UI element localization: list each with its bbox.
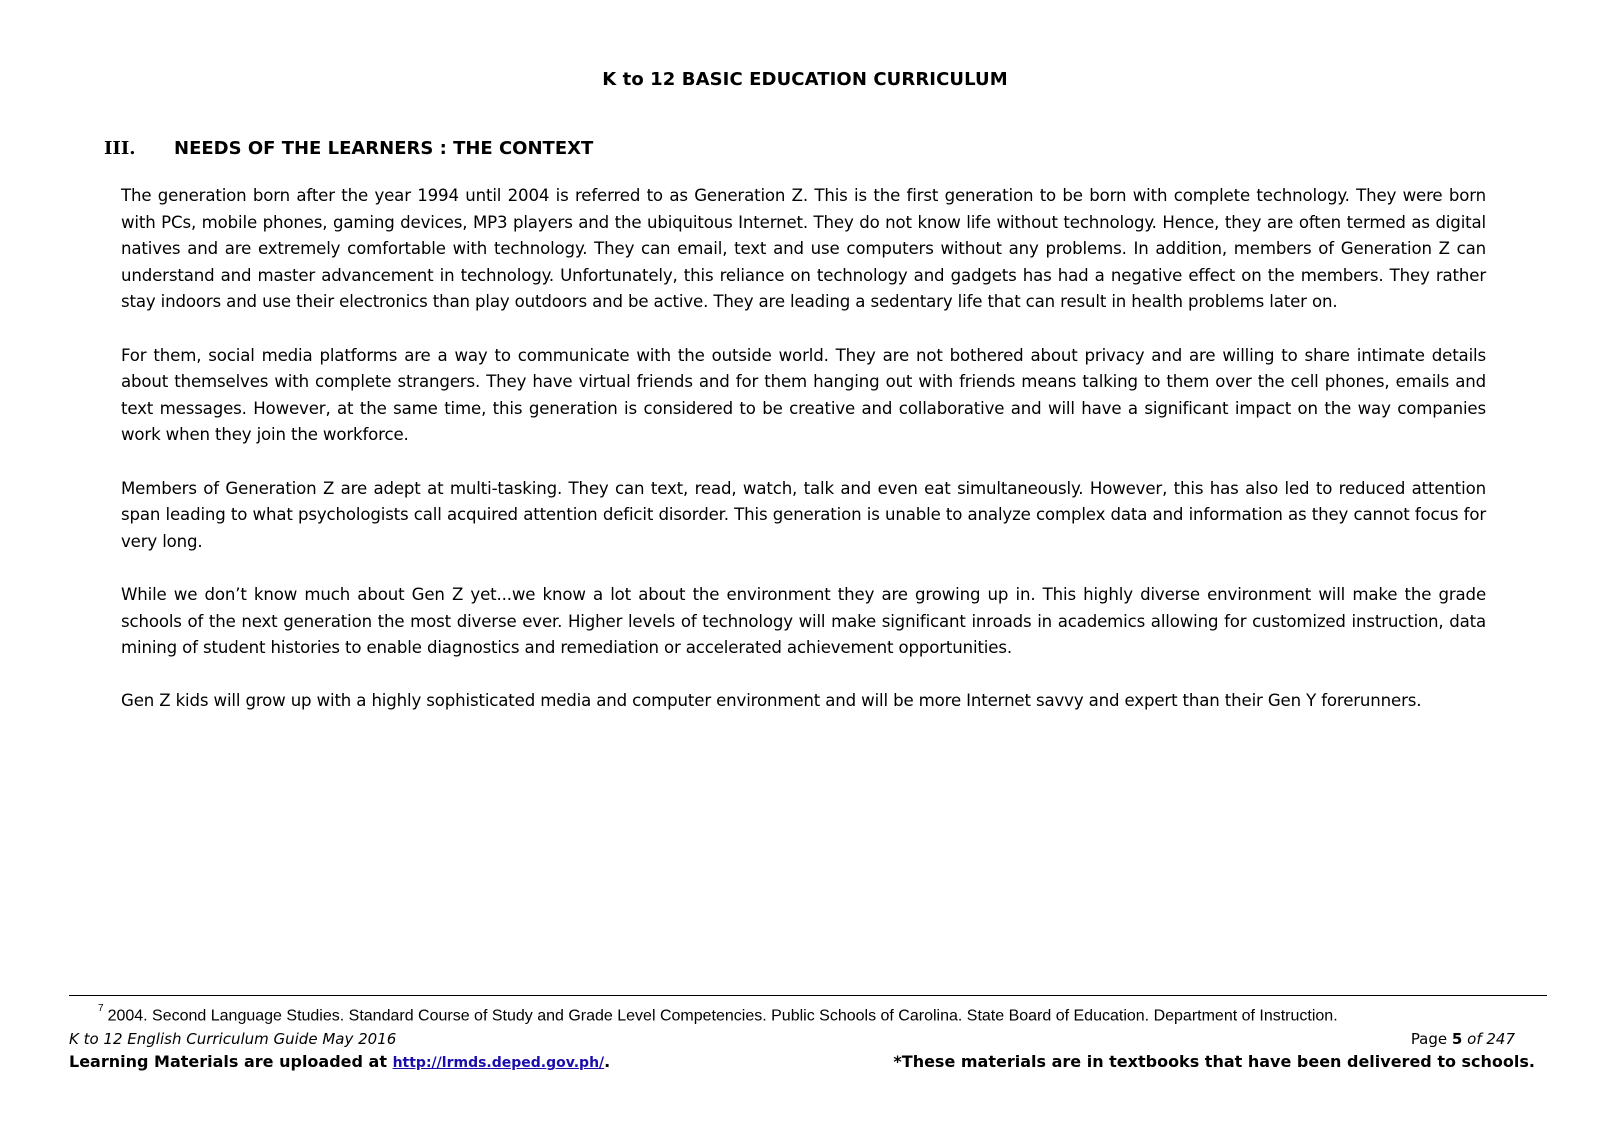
curriculum-guide-title: K to 12 English Curriculum Guide May 2016	[69, 1030, 397, 1048]
paragraph-1: The generation born after the year 1994 until 2004 is referred to as Generation Z. This is the first generation to be born with complete technology. They were born with PCs, mobile phones, gaming devices, MP3 players and the ubiquitous Internet. They do not know life without technology. Hence, they are often termed as digital natives and are extremely comfortable with technology. They can email, text and use computers without any problems. In addition, members of Generation Z can understand and master advancement in technology. Unfortunately, this reliance on technology and gadgets has had a negative effect on the members. They rather stay indoors and use their electronics than play outdoors and be active. They are leading a sedentary life that can result in health problems later on.	[121, 186, 1486, 312]
footer-guide-line	[69, 1030, 1515, 1048]
paragraph-2: For them, social media platforms are a way to communicate with the outside world. They are not bothered about privacy and are willing to share intimate details about themselves with complete strangers. They have virtual friends and for them hanging out with friends means talking to them over the cell phones, emails and text messages. However, at the same time, this generation is considered to be creative and collaborative and will have a significant impact on the way companies work when they join the workforce.	[121, 345, 1486, 445]
footnote	[98, 1003, 1338, 1025]
document-title: K to 12 BASIC EDUCATION CURRICULUM	[602, 69, 1008, 90]
materials-suffix: .	[604, 1052, 611, 1071]
page-total: of 247	[1467, 1030, 1515, 1048]
delivered-note: *These materials are in textbooks that have been delivered to schools.	[893, 1052, 1535, 1071]
paragraph-4: While we don’t know much about Gen Z yet...we know a lot about the environment they are growing up in. This highly diverse environment will make the grade schools of the next generation the most diverse ever. Higher levels of technology will make significant inroads in academics allowing for customized instruction, data mining of student histories to enable diagnostics and remediation or accelerated achievement opportunities.	[121, 584, 1486, 658]
footnote-text: 2004. Second Language Studies. Standard Course of Study and Grade Level Competencies. Public Schools of Carolina. State Board of Education. Department of Instruction.	[107, 1007, 1338, 1025]
page-indicator	[1411, 1030, 1515, 1048]
materials-prefix: Learning Materials are uploaded at	[69, 1052, 387, 1071]
footnote-marker: 7	[98, 1003, 104, 1014]
section-body	[121, 183, 1486, 741]
section-title: NEEDS OF THE LEARNERS : THE CONTEXT	[174, 138, 594, 159]
footer-materials-line	[69, 1052, 1535, 1071]
page-label: Page	[1410, 1030, 1448, 1048]
footnote-divider	[69, 995, 1547, 996]
section-heading	[104, 138, 593, 159]
section-number: III.	[104, 138, 136, 159]
page-number: 5	[1451, 1030, 1463, 1048]
lrmds-link[interactable]: http://lrmds.deped.gov.ph/	[392, 1055, 605, 1071]
paragraph-5: Gen Z kids will grow up with a highly sophisticated media and computer environment and will be more Internet savvy and expert than their Gen Y forerunners.	[121, 691, 1422, 711]
paragraph-3: Members of Generation Z are adept at multi-tasking. They can text, read, watch, talk and even eat simultaneously. However, this has also led to reduced attention span leading to what psychologists call acquired attention deficit disorder. This generation is unable to analyze complex data and information as they cannot focus for very long.	[121, 478, 1486, 551]
